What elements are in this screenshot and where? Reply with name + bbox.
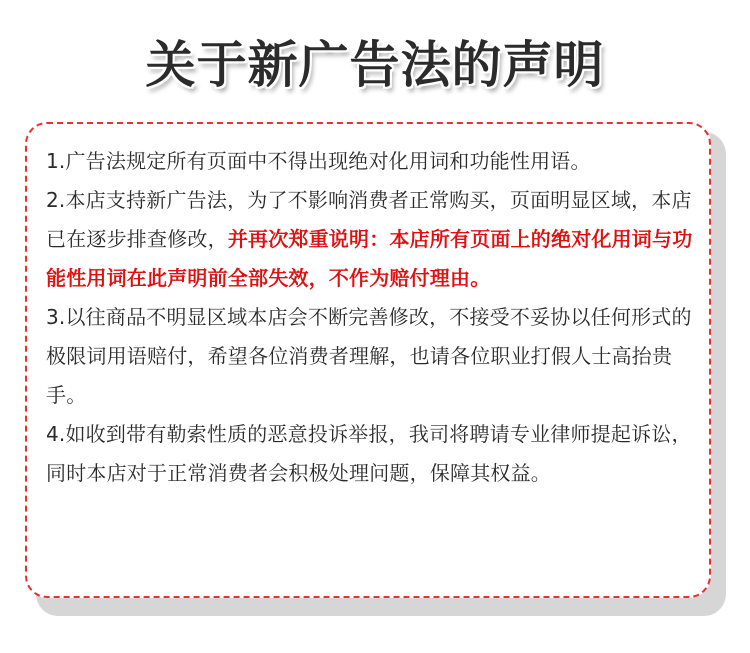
statement-item-1: 1.广告法规定所有页面中不得出现绝对化用词和功能性用语。 (46, 149, 591, 173)
statement-content (46, 142, 706, 493)
statement-item-2 (46, 181, 706, 298)
statement-item-3: 3.以往商品不明显区域本店会不断完善修改，不接受不妥协以任何形式的极限词用语赔付，希望各位消费者理解，也请各位职业打假人士高抬贵手。 (46, 305, 692, 407)
statement-item-4: 4.如收到带有勒索性质的恶意投诉举报，我司将聘请专业律师提起诉讼，同时本店对于正常消费者会积极处理问题，保障其权益。 (46, 422, 692, 485)
page-title: 关于新广告法的声明 (145, 36, 605, 94)
statement-item-2-highlight: 并再次郑重说明：本店所有页面上的绝对化用词与功能性用词在此声明前全部失效，不作为赔付理由。 (46, 227, 693, 290)
statement-item-2-text: 2.本店支持新广告法，为了不影响消费者正常购买，页面明显区域，本店已在逐步排查修改， (46, 188, 692, 251)
